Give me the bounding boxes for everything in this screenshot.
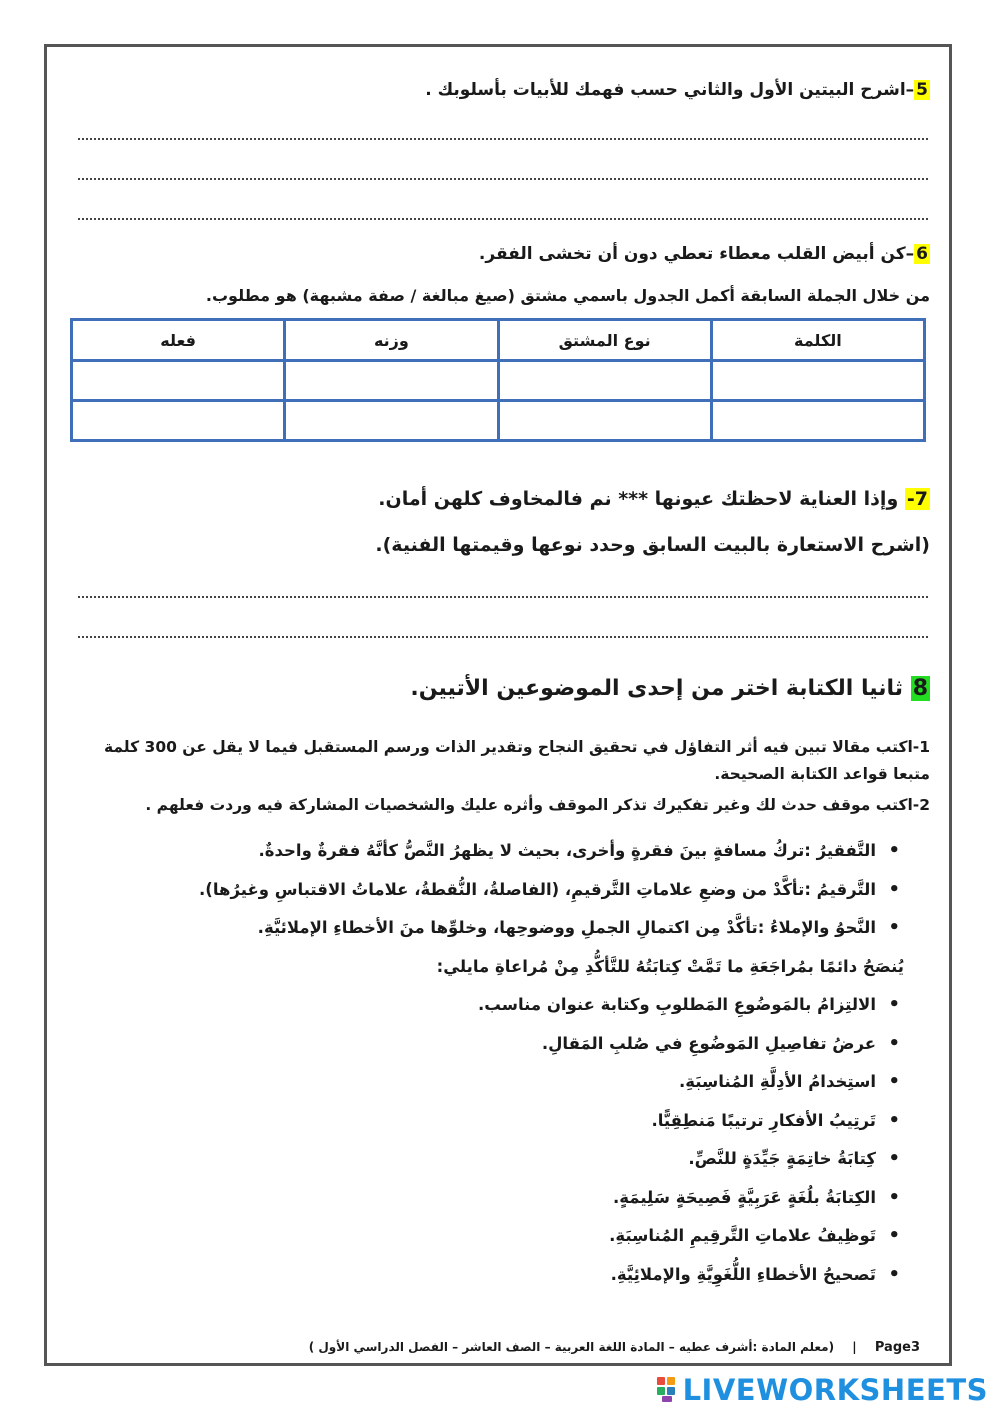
question-7-instruction: (اشرح الاستعارة بالبيت السابق وحدد نوعها وقيمتها الفنية).: [375, 534, 930, 556]
table-instruction: من خلال الجملة السابقة أكمل الجدول باسمي مشتق (صيغ مبالغة / صفة مشبهة) هو مطلوب.: [205, 286, 930, 305]
header-derivative-type: نوع المشتق: [498, 320, 711, 361]
liveworksheets-logo: [657, 1372, 988, 1408]
verse-text: وإذا العناية لاحظتك عيونها *** نم فالمخاوف كلهن أمان.: [378, 488, 905, 510]
table-cell[interactable]: [285, 361, 498, 401]
table-cell[interactable]: [72, 361, 285, 401]
table-cell[interactable]: [285, 401, 498, 441]
writing-tips-list: [80, 832, 904, 1294]
question-6: [70, 244, 930, 264]
table-cell[interactable]: [498, 361, 711, 401]
section-title-text: ثانيا الكتابة اختر من إحدى الموضوعين الأتيين.: [410, 676, 911, 701]
answer-line[interactable]: [78, 596, 928, 598]
section-8-title: [70, 676, 930, 701]
question-text: –كن أبيض القلب معطاء تعطي دون أن تخشى الفقر.: [478, 244, 915, 264]
tip-item: • تَصحيحُ الأخطاءِ اللُّغَوِيَّةِ والإملائِيَّةِ.: [80, 1256, 904, 1295]
tip-item: • تَوظِيفُ علاماتِ التَّرقِيمِ المُناسِبَةِ.: [80, 1217, 904, 1256]
header-pattern: وزنه: [285, 320, 498, 361]
tip-item: • كِتابَةُ خاتِمَةٍ جَيِّدَةٍ للنَّصِّ.: [80, 1140, 904, 1179]
answer-line[interactable]: [78, 138, 928, 140]
tip-item: • النَّحوُ والإملاءُ :تأكَّدْ مِن اكتمالِ الجملِ ووضوحِها، وخلوِّها منَ الأخطاءِ الإملائيَّةِ.: [80, 909, 904, 948]
question-number: 6: [916, 244, 928, 264]
tip-intro: يُنصَحُ دائمًا بمُراجَعَةِ ما تَمَّتْ كِتابَتُهُ للتَّأكُّدِ مِنْ مُراعاةِ مايلي:: [436, 956, 904, 976]
answer-line[interactable]: [78, 636, 928, 638]
answer-line[interactable]: [78, 178, 928, 180]
question-number: 5: [916, 80, 928, 100]
question-number: 7-: [906, 488, 928, 510]
question-number: 8: [912, 676, 928, 701]
header-word: الكلمة: [711, 320, 924, 361]
answer-line[interactable]: [78, 218, 928, 220]
writing-topic-2: 2-اكتب موقف حدث لك وغير تفكيرك تذكر الموقف وأثره عليك والشخصيات المشاركة فيه وردت فعلهم .: [145, 796, 930, 814]
table-cell[interactable]: [498, 401, 711, 441]
table-cell[interactable]: [72, 401, 285, 441]
question-5: [70, 80, 930, 100]
tip-item: • التَّرقيمُ :تأكَّدْ من وضعِ علاماتِ التَّرقيمِ، (الفاصلةُ، النُّقطةُ، علاماتُ الاقتباسِ وغيرُها).: [80, 871, 904, 910]
tip-item: • عرضُ تفاصِيلِ المَوضُوعِ في صُلبِ المَقالِ.: [80, 1025, 904, 1064]
derivatives-table: [70, 318, 926, 442]
writing-topic-1: 1-اكتب مقالا تبين فيه أثر التفاؤل في تحقيق النجاح وتقدير الذات ورسم المستقبل فيما لا يقل عن 300 كلمة متبعا قواعد الكتابة الصحيحة.: [104, 738, 930, 783]
tip-item: • التَّفقيرُ :تركُ مسافةٍ بينَ فقرةٍ وأخرى، بحيث لا يظهرُ النَّصُّ كأنَّهُ فقرةٌ واحدةٌ.: [80, 832, 904, 871]
question-text: –اشرح البيتين الأول والثاني حسب فهمك للأبيات بأسلوبك .: [425, 80, 915, 100]
table-cell[interactable]: [711, 361, 924, 401]
brand-name: LIVEWORKSHEETS: [682, 1373, 988, 1407]
page-footer: [240, 1340, 920, 1355]
tip-item: • استِخدامُ الأدِلَّةِ المُناسِبَةِ.: [80, 1063, 904, 1102]
footer-separator: |: [852, 1340, 857, 1354]
liveworksheets-logo-icon: [657, 1377, 677, 1403]
tip-item: • الكِتابَةُ بلُغَةٍ عَرَبِيَّةٍ فَصِيحَةٍ سَلِيمَةٍ.: [80, 1179, 904, 1218]
header-verb: فعله: [72, 320, 285, 361]
tip-item: • الالتِزامُ بالمَوضُوعِ المَطلوبِ وكتابة عنوان مناسب.: [80, 986, 904, 1025]
table-cell[interactable]: [711, 401, 924, 441]
question-7: [70, 488, 930, 510]
page-number: Page3: [874, 1340, 920, 1355]
footer-teacher-info: (معلم المادة :أشرف عطيه – المادة اللغة العربية – الصف العاشر – الفصل الدراسي الأول ): [308, 1340, 835, 1354]
tip-item: • تَرتِيبُ الأفكارِ ترتيبًا مَنطِقِيًّا.: [80, 1102, 904, 1141]
